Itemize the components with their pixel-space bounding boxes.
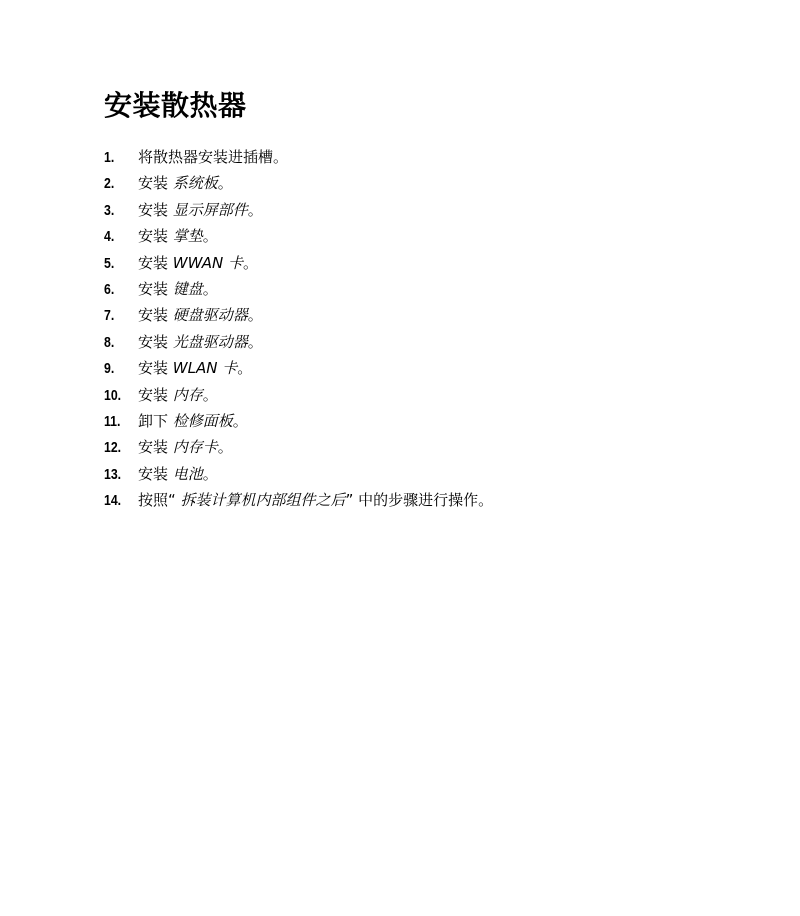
step-link-text: 拆装计算机内部组件之后 (180, 491, 346, 510)
list-item (104, 355, 764, 381)
step-text: 按照“ 拆装计算机内部组件之后” 中的步骤进行操作。 (138, 491, 494, 510)
step-number: 10. (104, 386, 122, 404)
step-link-text: 硬盘驱动器 (172, 306, 248, 325)
step-text: 将散热器安装进插槽。 (138, 148, 289, 166)
step-text: 安装 WWAN 卡。 (138, 253, 258, 272)
step-link-text: WWAN 卡 (172, 253, 243, 272)
page-title: 安装散热器 (104, 89, 247, 122)
step-text: 安装 硬盘驱动器。 (138, 306, 263, 325)
step-link-text: 电池 (172, 464, 203, 483)
list-item (104, 329, 764, 355)
step-number: 5. (104, 254, 115, 272)
step-link-text: 掌垫 (172, 227, 203, 246)
list-item (104, 197, 764, 223)
step-number: 8. (104, 333, 115, 351)
step-text: 卸下 检修面板。 (138, 411, 248, 430)
list-item (104, 170, 764, 196)
step-number: 12. (104, 439, 122, 457)
step-text: 安装 显示屏部件。 (138, 200, 263, 219)
step-link-text: 系统板 (172, 174, 218, 193)
step-number: 7. (104, 307, 115, 325)
step-link-text: 显示屏部件 (172, 200, 248, 219)
step-link-text: 键盘 (172, 279, 203, 298)
step-text: 安装 掌垫。 (138, 227, 218, 246)
step-text: 安装 系统板。 (138, 174, 233, 193)
step-number: 11. (104, 412, 121, 430)
step-link-text: 内存卡 (172, 438, 218, 457)
list-item (104, 434, 764, 460)
list-item (104, 461, 764, 487)
list-item (104, 408, 764, 434)
step-link-text: 内存 (172, 385, 203, 404)
step-link-text: 光盘驱动器 (172, 332, 248, 351)
steps-list (104, 144, 764, 513)
list-item (104, 487, 764, 513)
list-item (104, 223, 764, 249)
step-number: 9. (104, 360, 115, 378)
step-text: 安装 键盘。 (138, 279, 218, 298)
step-text: 安装 内存卡。 (138, 438, 233, 457)
step-number: 6. (104, 280, 115, 298)
step-link-text: 检修面板 (172, 411, 233, 430)
step-number: 3. (104, 201, 115, 219)
list-item (104, 144, 764, 170)
step-text: 安装 WLAN 卡。 (138, 359, 253, 378)
step-number: 4. (104, 228, 115, 246)
step-number: 14. (104, 492, 122, 510)
list-item (104, 302, 764, 328)
document-page (104, 86, 764, 513)
list-item (104, 250, 764, 276)
step-number: 2. (104, 175, 115, 193)
step-link-text: WLAN 卡 (172, 359, 238, 378)
list-item (104, 276, 764, 302)
step-number: 1. (104, 149, 115, 166)
step-text: 安装 光盘驱动器。 (138, 332, 263, 351)
step-text: 安装 电池。 (138, 464, 218, 483)
step-number: 13. (104, 465, 122, 483)
list-item (104, 382, 764, 408)
step-text: 安装 内存。 (138, 385, 218, 404)
